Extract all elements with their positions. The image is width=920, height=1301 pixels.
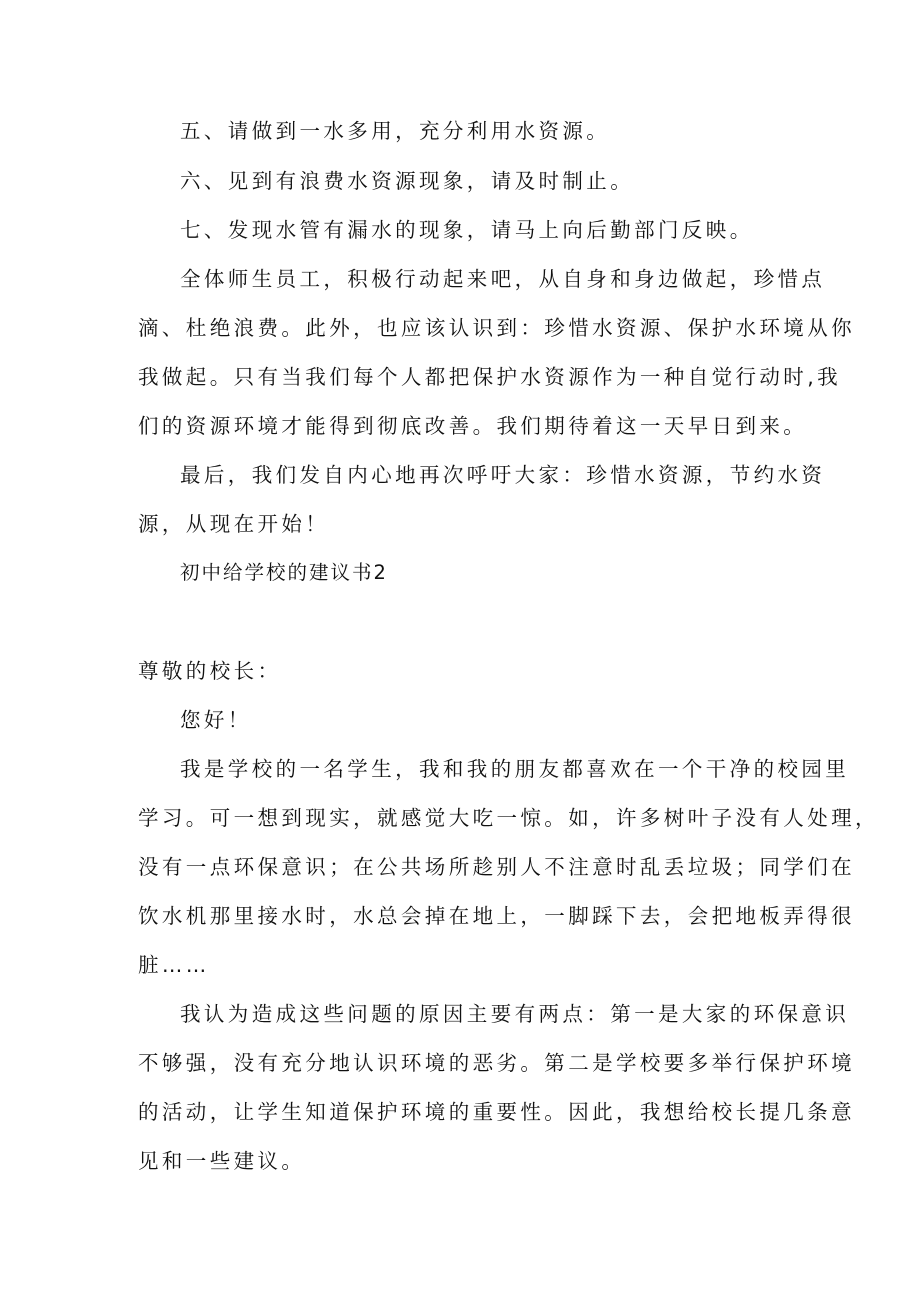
paragraph-line: 我是学校的一名学生，我和我的朋友都喜欢在一个干净的校园里 bbox=[180, 757, 850, 781]
paragraph-line: 我认为造成这些问题的原因主要有两点：第一是大家的环保意识 bbox=[180, 1002, 850, 1026]
paragraph-line: 学习。可一想到现实，就感觉大吃一惊。如，许多树叶子没有人处理， bbox=[138, 806, 879, 830]
rule-five: 五、请做到一水多用，充分利用水资源。 bbox=[180, 119, 611, 143]
paragraph-line: 我做起。只有当我们每个人都把保护水资源作为一种自觉行动时,我 bbox=[138, 365, 842, 389]
paragraph-line: 最后，我们发自内心地再次呼吁大家：珍惜水资源，节约水资 bbox=[180, 463, 826, 487]
salutation: 尊敬的校长： bbox=[138, 659, 282, 683]
paragraph-line: 滴、杜绝浪费。此外，也应该认识到：珍惜水资源、保护水环境从你 bbox=[138, 316, 855, 340]
paragraph-line: 没有一点环保意识；在公共场所趁别人不注意时乱丢垃圾；同学们在 bbox=[138, 855, 855, 879]
paragraph-line: 脏…… bbox=[138, 953, 210, 977]
paragraph-line: 源，从现在开始！ bbox=[138, 512, 330, 536]
rule-seven: 七、发现水管有漏水的现象，请马上向后勤部门反映。 bbox=[180, 218, 754, 242]
rule-six: 六、见到有浪费水资源现象，请及时制止。 bbox=[180, 169, 635, 193]
paragraph-line: 见和一些建议。 bbox=[138, 1149, 306, 1173]
paragraph-line: 全体师生员工，积极行动起来吧，从自身和身边做起，珍惜点 bbox=[180, 267, 826, 291]
greeting: 您好！ bbox=[180, 708, 252, 732]
section-title: 初中给学校的建议书2 bbox=[180, 561, 388, 584]
paragraph-line: 饮水机那里接水时，水总会掉在地上，一脚踩下去，会把地板弄得很 bbox=[138, 904, 855, 928]
paragraph-line: 的活动，让学生知道保护环境的重要性。因此，我想给校长提几条意 bbox=[138, 1100, 855, 1124]
paragraph-line: 们的资源环境才能得到彻底改善。我们期待着这一天早日到来。 bbox=[138, 414, 808, 438]
paragraph-line: 不够强，没有充分地认识环境的恶劣。第二是学校要多举行保护环境 bbox=[138, 1051, 855, 1075]
